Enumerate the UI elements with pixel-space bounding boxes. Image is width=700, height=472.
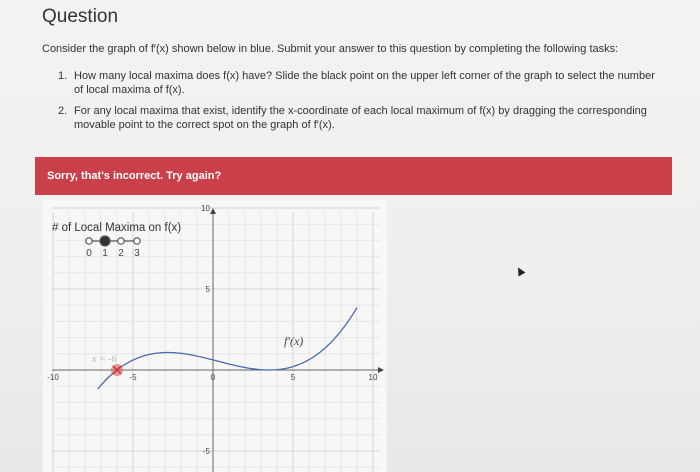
task-text: For any local maxima that exist, identify the x-coordinate of each local maximum of f(x) by dragging the corresponding movable point to the correct spot on the graph of f′(x).: [74, 105, 647, 131]
slider-handle[interactable]: [100, 236, 110, 246]
x-tick-label: 0: [210, 373, 216, 382]
task-number: 1.: [58, 70, 68, 82]
task-number: 2.: [58, 105, 68, 117]
slider-stop[interactable]: [118, 238, 124, 244]
y-axis-arrow-icon: [210, 208, 216, 214]
curve-label: f′(x): [284, 334, 304, 348]
movable-point[interactable]: [111, 364, 123, 376]
task-text: How many local maxima does f(x) have? Slide the black point on the upper left corner of the graph to select the number of local maxima of f(x).: [74, 70, 655, 96]
x-tick-label: 5: [290, 373, 296, 382]
y-tick-label: 5: [205, 285, 210, 294]
x-axis-arrow-icon: [378, 367, 384, 373]
slider-stop[interactable]: [134, 238, 140, 244]
local-maxima-slider[interactable]: [86, 236, 140, 246]
slider-tick-3: 3: [134, 248, 140, 259]
slider-tick-1: 1: [102, 248, 108, 259]
x-tick-label: -5: [129, 373, 137, 382]
y-tick-label: -5: [202, 447, 210, 456]
point-x-label: x = -6: [92, 354, 117, 365]
local-maxima-label: # of Local Maxima on f(x): [52, 222, 182, 234]
slider-tick-0: 0: [86, 248, 92, 259]
slider-stop[interactable]: [86, 238, 92, 244]
question-title: Question: [42, 6, 119, 27]
x-tick-label: 10: [368, 373, 378, 382]
question-prompt: Consider the graph of f′(x) shown below in blue. Submit your answer to this question by completing the following tasks:: [42, 43, 619, 55]
y-tick-label: 10: [201, 204, 210, 213]
derivative-curve: [98, 308, 357, 389]
x-tick-label: -10: [47, 373, 59, 382]
alert-message: Sorry, that's incorrect. Try again?: [47, 170, 222, 182]
slider-tick-2: 2: [118, 248, 124, 259]
